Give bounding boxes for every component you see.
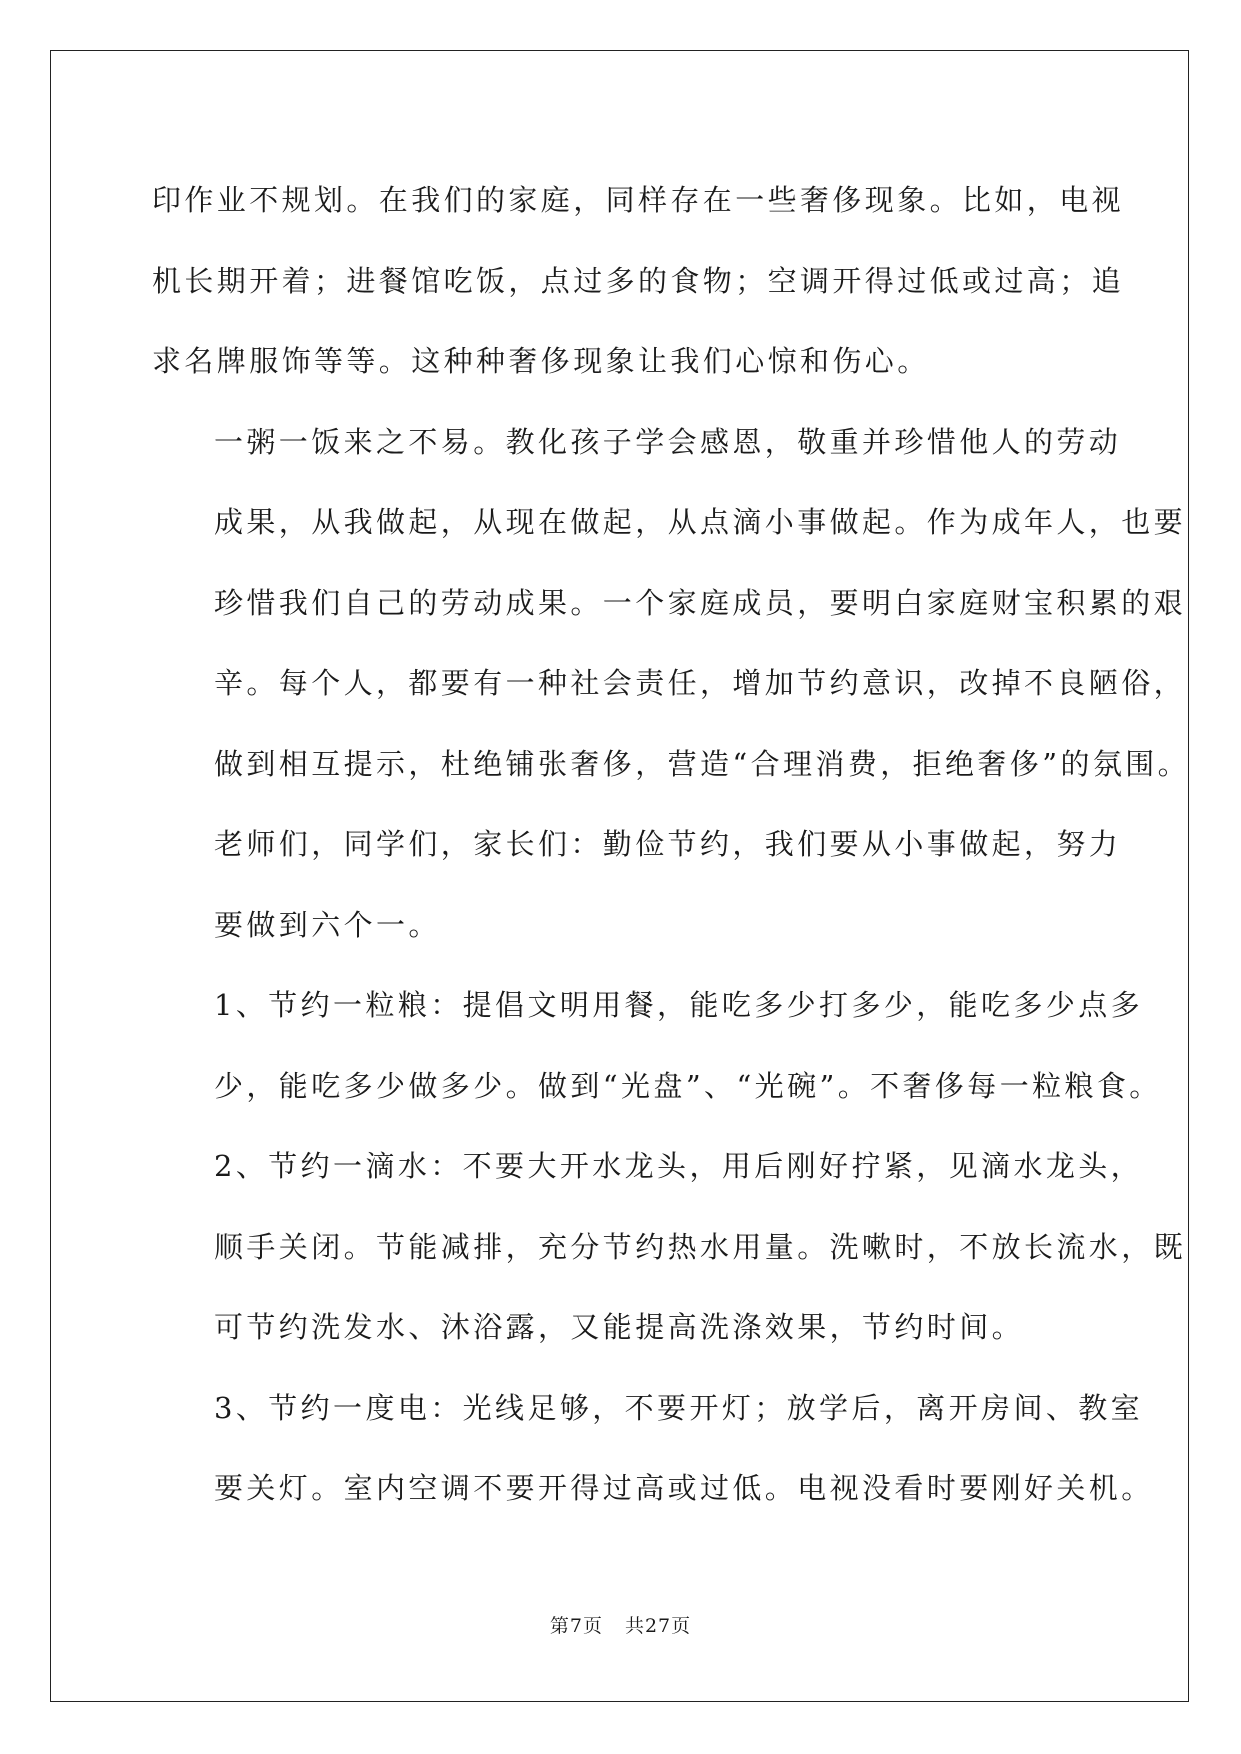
text-line: 一粥一饭来之不易。教化孩子学会感恩，敬重并珍惜他人的劳动 xyxy=(214,424,1122,459)
text-line: 老师们，同学们，家长们：勤俭节约，我们要从小事做起，努力 xyxy=(214,827,1122,861)
text-line: 2、节约一滴水：不要大开水龙头，用后刚好拧紧，见滴水龙头， xyxy=(214,1149,1144,1183)
paragraph xyxy=(152,1126,1187,1368)
paragraph xyxy=(152,402,1191,805)
text-line: 印作业不规划。在我们的家庭，同样存在一些奢侈现象。比如，电视 xyxy=(152,183,1125,217)
document-body xyxy=(152,160,1191,1529)
paragraph xyxy=(152,160,1125,402)
text-line: 成果，从我做起，从现在做起，从点滴小事做起。作为成年人，也要 xyxy=(214,505,1187,539)
text-line: 珍惜我们自己的劳动成果。一个家庭成员，要明白家庭财宝积累的艰 xyxy=(214,585,1187,620)
current-page-label: 第7页 xyxy=(549,1615,603,1637)
text-line: 做到相互提示，杜绝铺张奢侈，营造“合理消费，拒绝奢侈”的氛围。 xyxy=(214,746,1191,781)
text-line: 辛。每个人，都要有一种社会责任，增加节约意识，改掉不良陋俗， xyxy=(214,666,1187,700)
paragraph xyxy=(152,965,1162,1126)
text-line: 1、节约一粒粮：提倡文明用餐，能吃多少打多少，能吃多少点多 xyxy=(214,988,1144,1022)
paragraph xyxy=(152,804,1122,965)
text-line: 3、节约一度电：光线足够，不要开灯；放学后，离开房间、教室 xyxy=(214,1390,1144,1425)
text-line: 顺手关闭。节能减排，充分节约热水用量。洗嗽时，不放长流水，既 xyxy=(214,1229,1187,1264)
text-line: 机长期开着；进餐馆吃饭，点过多的食物；空调开得过低或过高；追 xyxy=(152,263,1125,298)
text-line: 少，能吃多少做多少。做到“光盘”、“光碗”。不奢侈每一粒粮食。 xyxy=(214,1068,1162,1103)
total-pages-label: 共27页 xyxy=(624,1615,692,1637)
text-line: 求名牌服饰等等。这种种奢侈现象让我们心惊和伤心。 xyxy=(152,344,930,378)
paragraph xyxy=(152,1368,1154,1529)
text-line: 要关灯。室内空调不要开得过高或过低。电视没看时要刚好关机。 xyxy=(214,1471,1154,1505)
text-line: 要做到六个一。 xyxy=(214,907,441,942)
text-line: 可节约洗发水、沐浴露，又能提高洗涤效果，节约时间。 xyxy=(214,1310,1025,1344)
page-footer xyxy=(0,1611,1241,1638)
